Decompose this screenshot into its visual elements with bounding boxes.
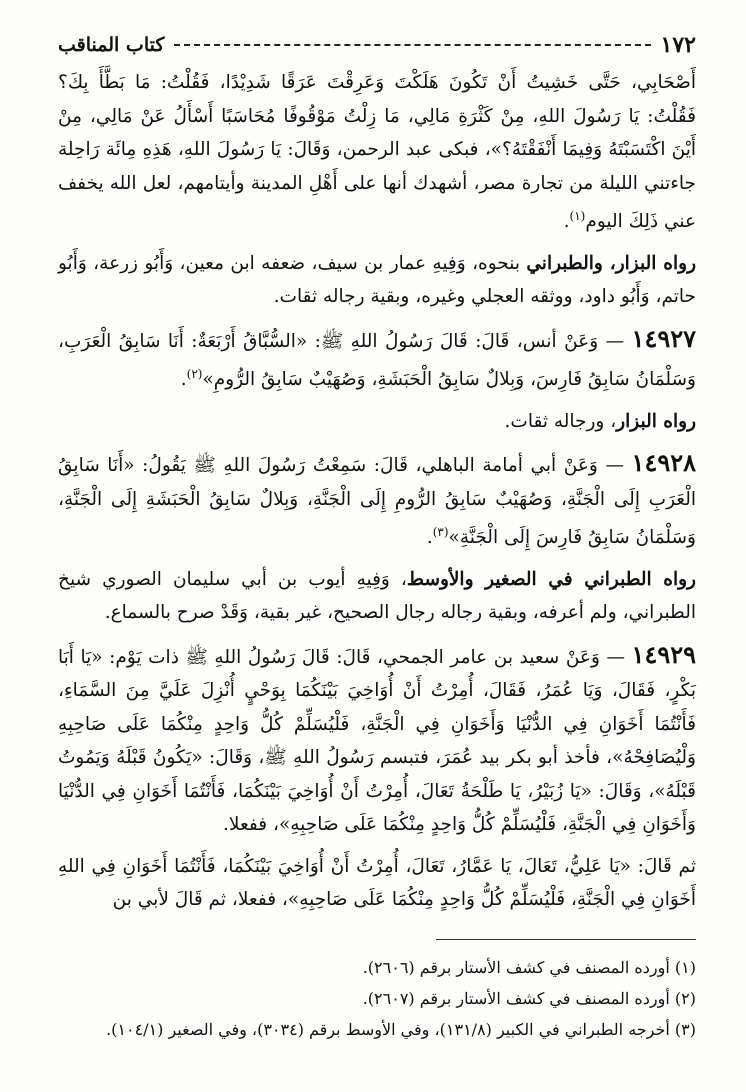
header-rule [174,44,650,46]
footnote: (٣) أخرجه الطبراني في الكبير (١٣١/٨)، وفي الأوسط برقم (٣٠٣٤)، وفي الصغير (١٠٤/١). [106,1019,696,1039]
hadith-number: ١٤٩٢٨ [631,448,696,478]
paragraph: رواه البزار، والطبراني بنحوه، وَفِيهِ عمار بن سيف، ضعفه ابن معين، وَأَبُو زرعة، وَأَبُو حاتم، وَأَبُو داود، ووثقه العجلي وغيره، وبقية رجاله ثقات. [58,252,696,308]
hadith-entry: ١٤٩٢٨ — وَعَنْ أبي أمامة الباهلي، قَالَ: سَمِعْتُ رَسُولَ اللهِ ﷺ يَقُولُ: «أَنَا سَابِقُ الْعَرَبِ إِلَى الْجَنَّةِ، وَصُهَيْبٌ سَابِقُ الرُّومِ إِلَى الْجَنَّةِ، وَبِلالٌ سَابِقُ الْحَبَشَةِ إِلَى الْجَنَّةِ، وَسَلْمَانُ سَابِقُ فَارِسَ إِلَى الْجَنَّةِ»$^{(٣)}$. [58,448,696,549]
page-header [58,28,696,62]
footnote-ref[interactable]: (١) [569,209,586,223]
paragraph: رواه البزار، ورجاله ثقات. [504,410,696,432]
source-citation: رواه البزار، والطبراني [526,252,696,274]
hadith-entry: ١٤٩٢٩ — وَعَنْ سعيد بن عامر الجمحي، قَالَ: قَالَ رَسُولُ اللهِ ﷺ ذات يَوْم: «يَا أَبَا بَكْرٍ، فَقَالَ، وَيَا عُمَرُ، فَقَالَ، أُمِرْتُ أَنْ أُوَاخِيَ بَيْنَكُمَا بِوَحْيٍ أُنْزِلَ عَلَيَّ مِنَ السَّمَاءِ، فَأَنْتُمَا أَخَوَانِ فِي الدُّنْيَا وَأَخَوَانِ فِي الْجَنَّةِ، فَلْيُسَلِّمْ كُلُّ وَاحِدٍ مِنْكُمَا عَلَى صَاحِبِهِ وَلْيُصَافِحْهُ»، فأخذ أبو بكر بيد عُمَرَ، فتبسم رَسُولُ اللهِ ﷺ، وَقَالَ: «يَكُونُ قَبْلَهُ وَيَمُوتُ قَبْلَهُ»، وَقَالَ: «يَا زُبَيْرُ، يَا طَلْحَةُ تَعَالَ، أُمِرْتُ أَنْ أُوَاخِيَ بَيْنَكُمَا، فَأَنْتُمَا أَخَوَانِ فِي الدُّنْيَا وَأَخَوَانِ فِي الْجَنَّةِ، فَلْيُسَلِّمْ كُلُّ وَاحِدٍ مِنْكُمَا عَلَى صَاحِبِهِ»، ففعلا. [58,639,696,836]
source-citation: رواه الطبراني في الصغير والأوسط [406,568,696,590]
footnote: (٢) أورده المصنف في كشف الأستار برقم (٢٦٠٧). [362,988,696,1008]
footnote-ref[interactable]: (٣) [432,525,449,540]
hadith-number: ١٤٩٢٧ [631,323,696,353]
footnote-ref[interactable]: (٢) [186,367,203,382]
footnote: (١) أورده المصنف في كشف الأستار برقم (٢٦٠٦). [362,957,696,977]
footnotes [58,952,696,1045]
chapter-title: كتاب المناقب [58,34,165,56]
paragraph: رواه الطبراني في الصغير والأوسط، وَفِيهِ أيوب بن أبي سليمان الصوري شيخ الطبراني، ولم أعرفه، وبقية رجاله رجال الصحيح، غير بقية، وَقَدْ صرح بالسماع. [58,568,696,624]
hadith-entry: ١٤٩٢٧ — وَعَنْ أنس، قَالَ: قَالَ رَسُولُ اللهِ ﷺ: «السُّبَّاقُ أَرْبَعَةٌ: أَنَا سَابِقُ الْعَرَبِ، وَسَلْمَانُ سَابِقُ فَارِسَ، وَبِلالٌ سَابِقُ الْحَبَشَةِ، وَصُهَيْبٌ سَابِقُ الرُّومِ»$^{(٢)}$. [58,323,696,391]
page-number: ١٧٢ [660,32,696,58]
paragraph: ثم قَالَ: «يَا عَلِيُّ، تَعَالَ، يَا عَمَّارُ، تَعَالَ، أُمِرْتُ أَنْ أُوَاخِيَ بَيْنَكُمَا، فَأَنْتُمَا أَخَوَانِ فِي اللهِ أَخَوَانِ فِي الْجَنَّةِ، فَلْيُسَلِّمْ كُلُّ وَاحِدٍ مِنْكُمَا عَلَى صَاحِبِهِ»، ففعلا، ثم قَالَ لأبي بن [58,855,696,911]
page-body [58,66,696,917]
footnote-separator [436,939,696,940]
source-citation: رواه البزار [616,410,696,432]
hadith-number: ١٤٩٢٩ [631,639,696,669]
paragraph: أَصْحَابِي، حَتَّى خَشِيتُ أَنْ تَكُونَ هَلَكْتَ وَعَرِقْتَ عَرَقًا شَدِيْدًا، فَقُلْتُ: مَا بَطَّأَ بِكَ؟ فَقُلْتُ: يَا رَسُولَ اللهِ، مِنْ كَثْرَةِ مَالِي، مَا زِلْتُ مَوْقُوفًا مُحَاسَبًا أَسْأَلُ عَنْ مَالِي، مِنْ أَيْنَ اكْتَسَبْتَهُ وَفِيمَا أَنْفَقْتَهُ؟»، فبكى عبد الرحمن، وَقَالَ: يَا رَسُولَ اللهِ، هَذِهِ مِائَة رَاحِلة جاءتني الليلة من تجارة مصر، أشهدك أنها على أَهْلِ المدينة وأيتامهم، لعل الله يخفف عني ذَلِكَ اليوم$^{(١)}$. [58,72,696,233]
